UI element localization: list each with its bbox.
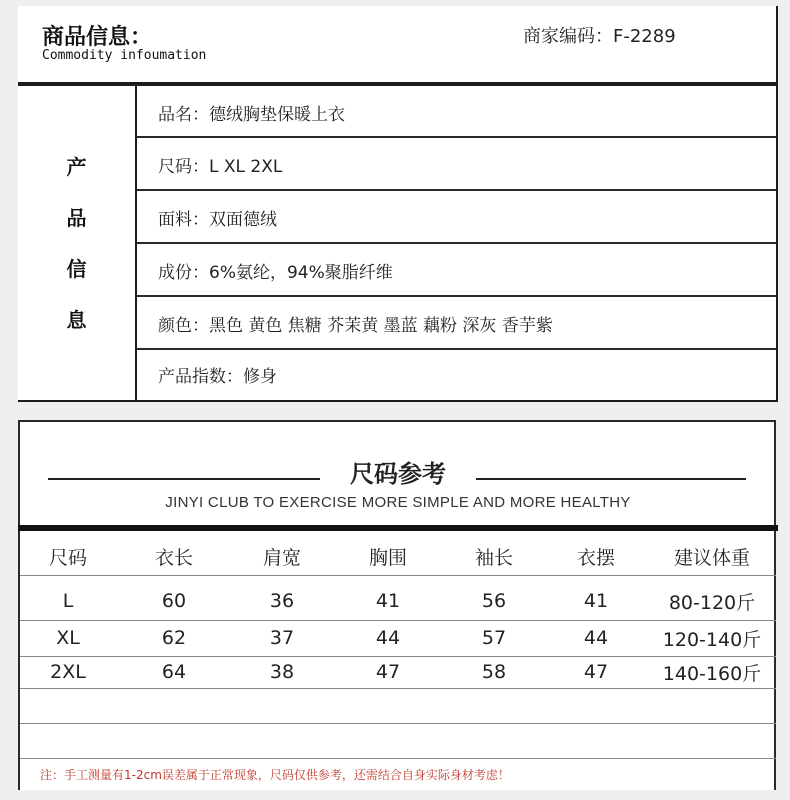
info-row-fabric <box>137 191 776 243</box>
info-row-text: 成份：6%氨纶，94%聚脂纤维 <box>158 262 393 283</box>
info-row-text: 产品指数：修身 <box>158 366 277 387</box>
table-row <box>20 583 776 619</box>
info-row-text: 颜色：黑色 黄色 焦糖 芥茉黄 墨蓝 藕粉 深灰 香芋紫 <box>158 315 553 336</box>
info-row-colors <box>137 297 776 349</box>
cell-size: XL <box>56 627 80 649</box>
cell-chest: 41 <box>375 590 401 612</box>
cell-length: 60 <box>161 590 187 612</box>
info-row-text: 面料：双面德绒 <box>158 209 277 230</box>
cell-chest: 44 <box>375 627 401 649</box>
info-bottom-border <box>18 400 776 402</box>
info-title: 商品信息： <box>42 25 153 50</box>
side-label-char: 息 <box>66 308 87 332</box>
info-row-text: 品名：德绒胸垫保暖上衣 <box>158 104 345 125</box>
cell-shoulder: 38 <box>269 661 295 683</box>
info-row-fit <box>137 348 776 400</box>
cell-length: 64 <box>161 661 187 683</box>
cell-hem: 41 <box>583 590 609 612</box>
cell-weight: 140-160斤 <box>662 662 762 685</box>
header-sleeve: 袖长 <box>474 546 513 569</box>
size-table-top-border <box>18 525 778 531</box>
cell-shoulder: 36 <box>269 590 295 612</box>
merchant-code: 商家编码：F-2289 <box>523 26 676 47</box>
table-divider <box>20 723 776 724</box>
cell-chest: 47 <box>375 661 401 683</box>
header-hem: 衣摆 <box>576 546 615 569</box>
info-row-composition <box>137 244 776 296</box>
table-divider <box>20 575 776 576</box>
table-divider <box>20 758 776 759</box>
side-label-char: 品 <box>66 206 87 230</box>
product-info-card <box>18 6 778 402</box>
table-row <box>20 620 776 656</box>
cell-length: 62 <box>161 627 187 649</box>
size-reference-card <box>18 420 776 790</box>
cell-size: 2XL <box>50 661 86 683</box>
info-subtitle: Commodity infoumation <box>42 48 207 63</box>
info-row-name <box>137 86 776 138</box>
table-divider <box>20 688 776 689</box>
side-label-char: 信 <box>66 257 87 281</box>
header-chest: 胸围 <box>368 546 407 569</box>
cell-sleeve: 57 <box>481 627 507 649</box>
title-rule-right <box>476 478 746 480</box>
cell-size: L <box>62 590 74 612</box>
side-label-char: 产 <box>66 155 87 179</box>
cell-hem: 44 <box>583 627 609 649</box>
info-row-size <box>137 138 776 190</box>
measurement-note: 注：手工测量有1-2cm误差属于正常现象，尺码仅供参考，还需结合自身实际身材考虑！ <box>40 768 510 782</box>
cell-shoulder: 37 <box>269 627 295 649</box>
side-label <box>18 86 135 402</box>
cell-weight: 80-120斤 <box>668 591 756 614</box>
size-table-header <box>20 538 776 574</box>
header-length: 衣长 <box>154 546 193 569</box>
table-row <box>20 654 776 690</box>
cell-hem: 47 <box>583 661 609 683</box>
header-size: 尺码 <box>48 546 87 569</box>
header-weight: 建议体重 <box>673 546 750 569</box>
title-rule-left <box>48 478 320 480</box>
cell-weight: 120-140斤 <box>662 628 762 651</box>
header-shoulder: 肩宽 <box>262 546 301 569</box>
size-reference-slogan: JINYI CLUB TO EXERCISE MORE SIMPLE AND MORE HEALTHY <box>165 494 631 511</box>
info-row-text: 尺码：L XL 2XL <box>158 156 283 177</box>
size-reference-title: 尺码参考 <box>350 460 446 488</box>
cell-sleeve: 58 <box>481 661 507 683</box>
cell-sleeve: 56 <box>481 590 507 612</box>
